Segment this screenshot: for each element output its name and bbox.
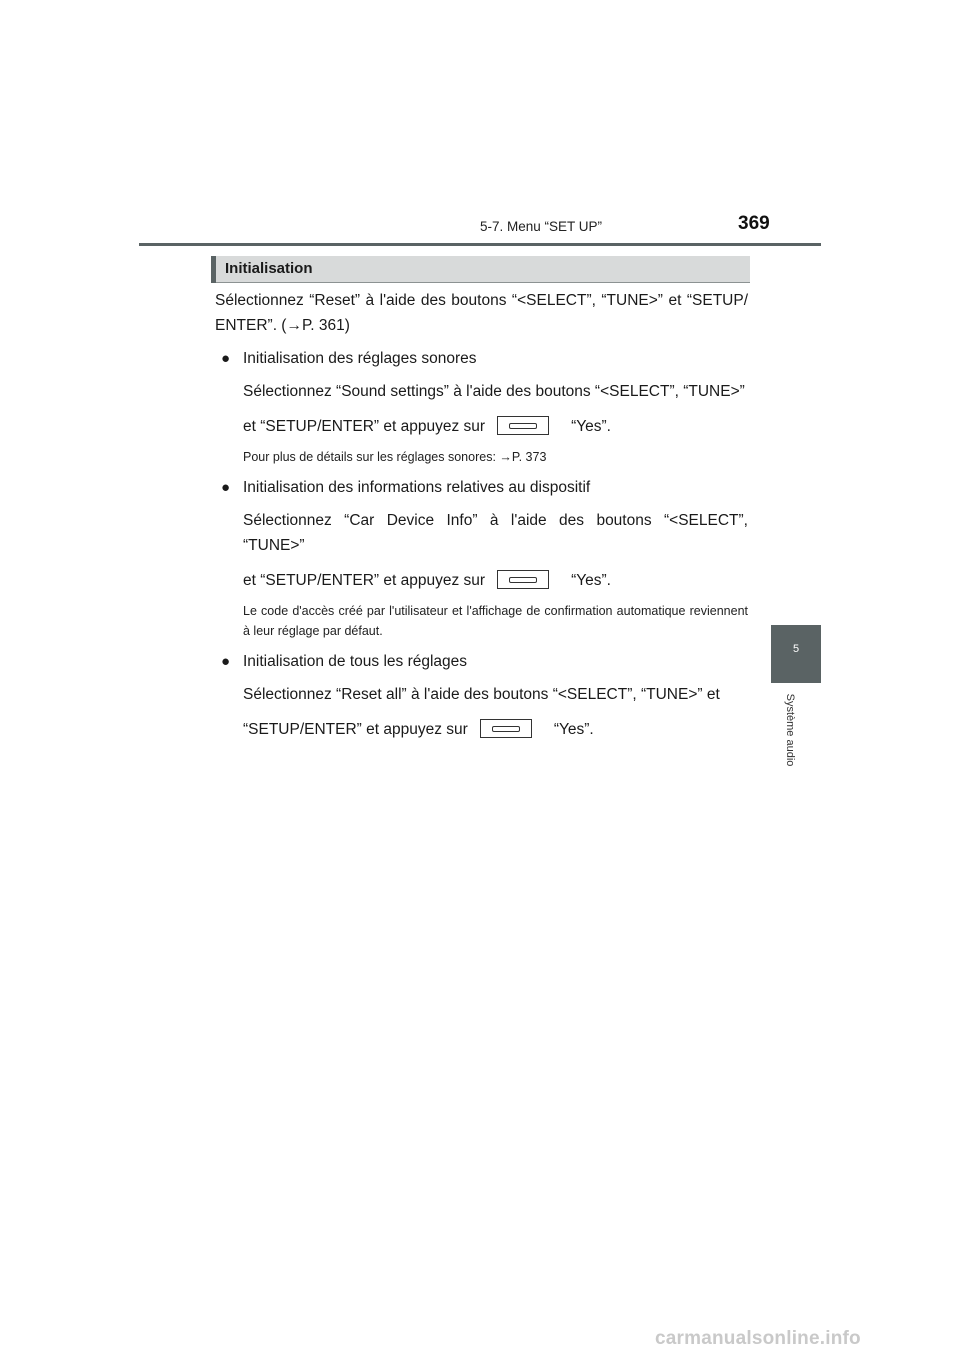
instruction-line [215,414,748,439]
bullet-heading: Initialisation de tous les réglages [243,653,468,670]
instruction-line: Sélectionnez “Car Device Info” à l'aide des boutons “<SELECT”, “TUNE>” [243,512,748,554]
setup-button-icon [480,719,532,738]
chapter-number: 5 [792,643,800,655]
instruction-line [215,568,748,593]
instruction-text: “Yes”. [571,572,611,589]
bullet-icon: ● [221,350,231,367]
setup-button-icon [497,570,549,589]
instruction-line: Sélectionnez “Sound settings” à l'aide des boutons “<SELECT”, “TUNE>” [243,383,745,400]
bullet-heading: Initialisation des réglages sonores [243,350,477,367]
note-text: Pour plus de détails sur les réglages sonores: →P. 373 [243,450,547,464]
header-section-title: 5-7. Menu “SET UP” [480,219,603,234]
bullet-item [215,346,748,371]
instruction-line: Sélectionnez “Reset all” à l'aide des boutons “<SELECT”, “TUNE>” et [243,686,720,703]
instruction-text: et “SETUP/ENTER” et appuyez sur [243,572,486,589]
setup-button-icon [497,416,549,435]
content [215,288,748,742]
instruction-text: “Yes”. [571,418,611,435]
chapter-tab [771,625,821,683]
instruction-text: et “SETUP/ENTER” et appuyez sur [243,418,486,435]
bullet-icon: ● [221,479,231,496]
page-number: 369 [738,213,770,234]
section-bar-accent [211,256,216,283]
intro-paragraph: Sélectionnez “Reset” à l'aide des boutons “<SELECT”, “TUNE>” et “SETUP/ ENTER”. (→P. 361) [215,292,748,334]
bullet-icon: ● [221,653,231,670]
bullet-heading: Initialisation des informations relatives au dispositif [243,479,591,496]
section-bar [211,256,750,283]
watermark: carmanualsonline.info [655,1328,861,1349]
header-rule [139,243,821,246]
chapter-label: Système audio [784,693,796,767]
instruction-text: “Yes”. [553,721,594,738]
bullet-item [215,475,748,500]
section-title: Initialisation [225,260,313,277]
instruction-text: “SETUP/ENTER” et appuyez sur [243,721,468,738]
note-text: Le code d'accès créé par l'utilisateur et l'affichage de confirmation automatique reviennent à leur réglage par défaut. [243,604,748,638]
bullet-item [215,649,748,674]
instruction-line [215,717,748,742]
